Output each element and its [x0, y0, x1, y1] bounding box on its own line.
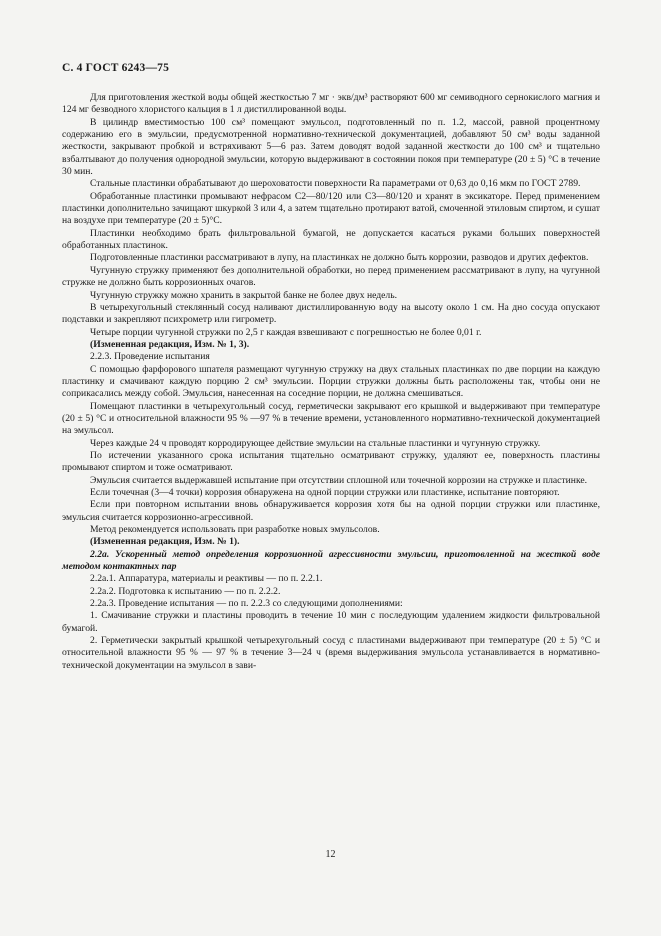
paragraph: В цилиндр вместимостью 100 см³ помещают эмульсол, подготовленный по п. 1.2, массой, равной процентному содержанию его в эмульсии, предусмотренной нормативно-технической документацией, добавляют 50 см³ воды заданной жесткости, закрывают пробкой и встряхивают 5—6 раз. Затем доводят водой заданной жесткости до 100 см³ и тщательно взбалтывают до получения однородной эмульсии, которую выдерживают в состоянии покоя при температуре (20 ± 5) °С в течение 30 мин. — [62, 116, 600, 178]
paragraph: 2. Герметически закрытый крышкой четырехугольный сосуд с пластинами выдерживают при температуре (20 ± 5) °С и относительной влажности 95 % — 97 % в течение 3—24 ч (время выдерживания эмульсола устанавливается в нормативно-технической документации на эмульсол в зави- — [62, 635, 600, 671]
page-header: С. 4 ГОСТ 6243—75 — [62, 62, 170, 74]
paragraph: С помощью фарфорового шпателя размещают чугунную стружку на двух стальных пластинках по две порции на каждую пластинку и смачивают каждую порцию 2 см³ эмульсии. Порции стружки должны быть расположены так, чтобы они не соприкасались между собой. Эмульсия, нанесенная на соседние порции, не должна смешиваться. — [62, 363, 600, 400]
paragraph: Обработанные пластинки промывают нефрасом С2—80/120 или С3—80/120 и хранят в эксикаторе. Перед применением пластинки дополнительно зачищают шкуркой 3 или 4, а затем тщательно протирают ватой, смоченной этиловым спиртом, и сушат на воздухе при температуре (20 ± 5)°С. — [62, 190, 600, 227]
revision-note: (Измененная редакция, Изм. № 1). — [90, 536, 240, 548]
paragraph: Чугунную стружку можно хранить в закрытой банке не более двух недель. — [90, 289, 398, 301]
paragraph: Четыре порции чугунной стружки по 2,5 г каждая взвешивают с погрешностью не более 0,01 г. — [90, 326, 482, 338]
paragraph: В четырехугольный стеклянный сосуд наливают дистиллированную воду на высоту около 1 см. На дно сосуда опускают подставки и закрепляют психрометр или гигрометр. — [62, 301, 600, 326]
paragraph: Чугунную стружку применяют без дополнительной обработки, но перед применением рассматривают в лупу, на чугунной стружке не должно быть коррозионных очагов. — [62, 264, 600, 289]
section-heading: 2.2а. Ускоренный метод определения коррозионной агрессивности эмульсии, приготовленной на жесткой воде методом контактных пар — [62, 548, 600, 573]
paragraph: 2.2а.3. Проведение испытания — по п. 2.2.3 со следующими дополнениями: — [90, 598, 403, 610]
paragraph: Если при повторном испытании вновь обнаруживается коррозия хотя бы на одной порции стружки или пластинке, эмульсия считается коррозионно-агрессивной. — [62, 499, 600, 523]
paragraph: Эмульсия считается выдержавшей испытание при отсутствии сплошной или точечной коррозии на стружке и пластинке. — [90, 474, 588, 486]
paragraph: Помещают пластинки в четырехугольный сосуд, герметически закрывают его крышкой и выдерживают при температуре (20 ± 5) °С и относительной влажности 95 % —97 % в течение времени, установленного нормативно-технической документацией на эмульсол. — [62, 400, 600, 437]
paragraph: 2.2а.1. Аппаратура, материалы и реактивы — по п. 2.2.1. — [90, 573, 323, 585]
paragraph: Стальные пластинки обрабатывают до шероховатости поверхности Ra параметрами от 0,63 до 0,16 мкм по ГОСТ 2789. — [90, 178, 581, 190]
paragraph: По истечении указанного срока испытания тщательно осматривают стружку, удаляют ее, поверхность пластины промывают спиртом и тоже осматривают. — [62, 449, 600, 474]
paragraph: 1. Смачивание стружки и пластины проводить в течение 10 мин с последующим удалением жидкости фильтровальной бумагой. — [62, 610, 600, 634]
body-text — [62, 92, 600, 672]
paragraph: 2.2а.2. Подготовка к испытанию — по п. 2.2.2. — [90, 585, 281, 597]
paragraph: Подготовленные пластинки рассматривают в лупу, на пластинках не должно быть коррозии, разводов и других дефектов. — [90, 252, 589, 264]
paragraph: Через каждые 24 ч проводят корродирующее действие эмульсии на стальные пластинки и чугунную стружку. — [90, 437, 541, 449]
page-number: 12 — [325, 849, 336, 860]
paragraph: Для приготовления жесткой воды общей жесткостью 7 мг · экв/дм³ растворяют 600 мг семиводного сернокислого магния и 124 мг безводного хлористого кальция в 1 л дистиллированной воды. — [62, 92, 600, 116]
paragraph: Метод рекомендуется использовать при разработке новых эмульсолов. — [90, 524, 380, 536]
paragraph: Пластинки необходимо брать фильтровальной бумагой, не допускается касаться руками больших поверхностей обработанных пластинок. — [62, 227, 600, 252]
paragraph: Если точечная (3—4 точки) коррозия обнаружена на одной порции стружки или пластинке, испытание повторяют. — [90, 487, 560, 498]
revision-note: (Измененная редакция, Изм. № 1, 3). — [90, 338, 250, 350]
paragraph: 2.2.3. Проведение испытания — [90, 351, 210, 363]
